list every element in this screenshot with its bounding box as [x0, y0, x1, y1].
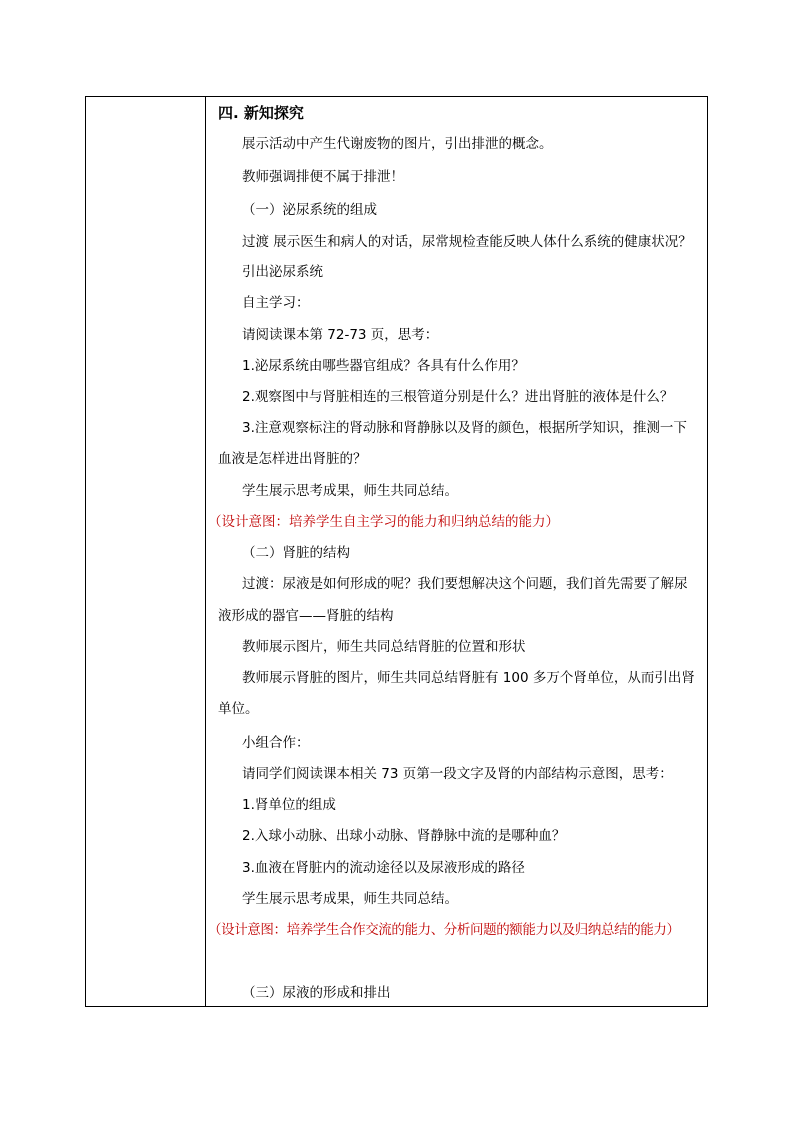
text-line: 展示活动中产生代谢废物的图片，引出排泄的概念。	[242, 136, 553, 152]
text-line: 学生展示思考成果，师生共同总结。	[242, 483, 458, 499]
subsection-heading: （二）肾脏的结构	[242, 545, 350, 561]
text-line: 请同学们阅读课本相关 73 页第一段文字及肾的内部结构示意图，思考：	[242, 766, 673, 782]
text-line: 过渡 展示医生和病人的对话，尿常规检查能反映人体什么系统的健康状况？	[242, 234, 692, 250]
text-line: 过渡：尿液是如何形成的呢？我们要想解决这个问题，我们首先需要了解尿	[242, 576, 688, 592]
design-intent-note: （设计意图：培养学生合作交流的能力、分析问题的额能力以及归纳总结的能力）	[208, 922, 680, 938]
subsection-heading: （一）泌尿系统的组成	[242, 202, 377, 218]
content-cell	[207, 97, 707, 1006]
text-line: 教师强调排便不属于排泄！	[242, 169, 404, 185]
section-heading: 四. 新知探究	[218, 104, 304, 122]
question-line: 1.泌尿系统由哪些器官组成？各具有什么作用？	[242, 358, 525, 374]
text-line: 血液是怎样进出肾脏的？	[218, 451, 367, 467]
lesson-plan-table	[85, 96, 708, 1007]
question-line: 2.观察图中与肾脏相连的三根管道分别是什么？进出肾脏的液体是什么？	[242, 389, 674, 405]
left-column-cell	[86, 97, 206, 1006]
text-line: 学生展示思考成果，师生共同总结。	[242, 891, 458, 907]
question-line: 3.注意观察标注的肾动脉和肾静脉以及肾的颜色，根据所学知识，推测一下	[242, 420, 687, 436]
text-line: 引出泌尿系统	[242, 264, 323, 280]
subsection-heading: （三）尿液的形成和排出	[242, 985, 391, 1001]
question-line: 3.血液在肾脏内的流动途径以及尿液形成的路径	[242, 860, 525, 876]
text-line: 教师展示肾脏的图片，师生共同总结肾脏有 100 多万个肾单位，从而引出肾	[242, 670, 695, 686]
question-line: 1.肾单位的组成	[242, 797, 336, 813]
text-line: 小组合作：	[242, 735, 310, 751]
text-line: 请阅读课本第 72-73 页，思考：	[242, 327, 439, 343]
text-line: 液形成的器官——肾脏的结构	[218, 608, 394, 624]
text-line: 单位。	[218, 701, 259, 717]
text-line: 教师展示图片，师生共同总结肾脏的位置和形状	[242, 639, 526, 655]
text-line: 自主学习：	[242, 295, 310, 311]
question-line: 2.入球小动脉、出球小动脉、肾静脉中流的是哪种血？	[242, 828, 566, 844]
design-intent-note: （设计意图：培养学生自主学习的能力和归纳总结的能力）	[208, 514, 559, 530]
